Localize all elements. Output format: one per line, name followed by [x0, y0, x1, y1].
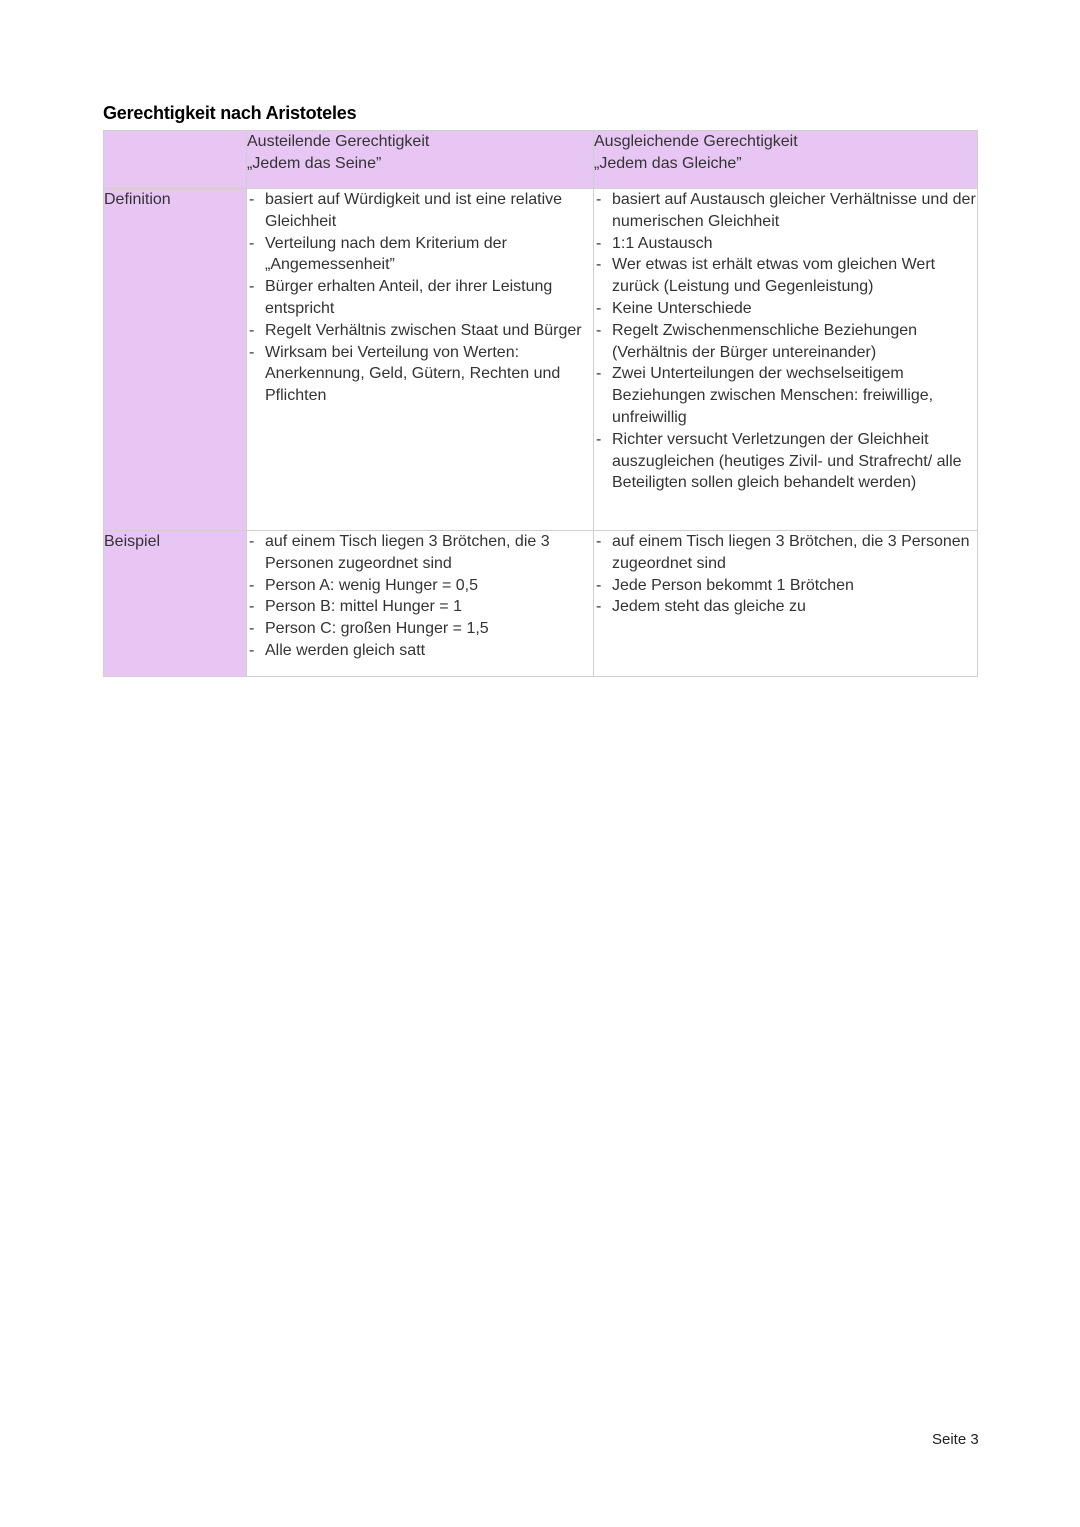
beispiel-austeilende-list [247, 531, 593, 662]
list-item: - auf einem Tisch liegen 3 Brötchen, die 3 Personen zugeordnet sind [247, 531, 593, 575]
definition-austeilende-list [247, 189, 593, 407]
list-item: - auf einem Tisch liegen 3 Brötchen, die 3 Personen zugeordnet sind [594, 531, 977, 575]
row-label-beispiel: Beispiel [104, 531, 247, 677]
list-item: - Alle werden gleich satt [247, 640, 593, 662]
definition-ausgleichende-cell [594, 189, 978, 531]
definition-austeilende-cell [247, 189, 594, 531]
list-item: - Zwei Unterteilungen der wechselseitigem Beziehungen zwischen Menschen: freiwillige, unfreiwillig [594, 363, 977, 428]
beispiel-austeilende-cell [247, 531, 594, 677]
list-item: - Keine Unterschiede [594, 298, 977, 320]
list-item: - Person A: wenig Hunger = 0,5 [247, 575, 593, 597]
list-item: - 1:1 Austausch [594, 233, 977, 255]
header-cell-austeilende [247, 131, 594, 189]
list-item: - Richter versucht Verletzungen der Gleichheit auszugleichen (heutiges Zivil- und Strafrecht/ alle Beteiligten sollen gleich behandelt werden) [594, 429, 977, 494]
list-item: - Regelt Zwischenmenschliche Beziehungen (Verhältnis der Bürger untereinander) [594, 320, 977, 364]
table-row-beispiel [104, 531, 978, 677]
table-header-row [104, 131, 978, 189]
list-item: - Verteilung nach dem Kriterium der „Angemessenheit” [247, 233, 593, 277]
table-row-definition [104, 189, 978, 531]
list-item: - Bürger erhalten Anteil, der ihrer Leistung entspricht [247, 276, 593, 320]
list-item: - Wirksam bei Verteilung von Werten: Anerkennung, Geld, Gütern, Rechten und Pflichten [247, 342, 593, 407]
list-item: - Person C: großen Hunger = 1,5 [247, 618, 593, 640]
beispiel-ausgleichende-cell [594, 531, 978, 677]
header-motto-ausgleichende: „Jedem das Gleiche” [594, 154, 742, 172]
list-item: - Jedem steht das gleiche zu [594, 596, 977, 618]
header-cell-ausgleichende [594, 131, 978, 189]
header-cell-empty [104, 131, 247, 189]
page-number: Seite 3 [932, 1431, 979, 1448]
list-item: - Jede Person bekommt 1 Brötchen [594, 575, 977, 597]
list-item: - basiert auf Würdigkeit und ist eine relative Gleichheit [247, 189, 593, 233]
header-title-austeilende: Austeilende Gerechtigkeit [247, 133, 430, 150]
list-item: - Person B: mittel Hunger = 1 [247, 596, 593, 618]
header-title-ausgleichende: Ausgleichende Gerechtigkeit [594, 133, 798, 150]
comparison-table [103, 130, 978, 677]
header-motto-austeilende: „Jedem das Seine” [247, 154, 382, 172]
beispiel-ausgleichende-list [594, 531, 977, 618]
definition-ausgleichende-list [594, 189, 977, 494]
list-item: - Regelt Verhältnis zwischen Staat und Bürger [247, 320, 593, 342]
list-item: - basiert auf Austausch gleicher Verhältnisse und der numerischen Gleichheit [594, 189, 977, 233]
row-label-definition: Definition [104, 189, 247, 531]
list-item: - Wer etwas ist erhält etwas vom gleichen Wert zurück (Leistung und Gegenleistung) [594, 254, 977, 298]
page-title: Gerechtigkeit nach Aristoteles [103, 103, 357, 123]
